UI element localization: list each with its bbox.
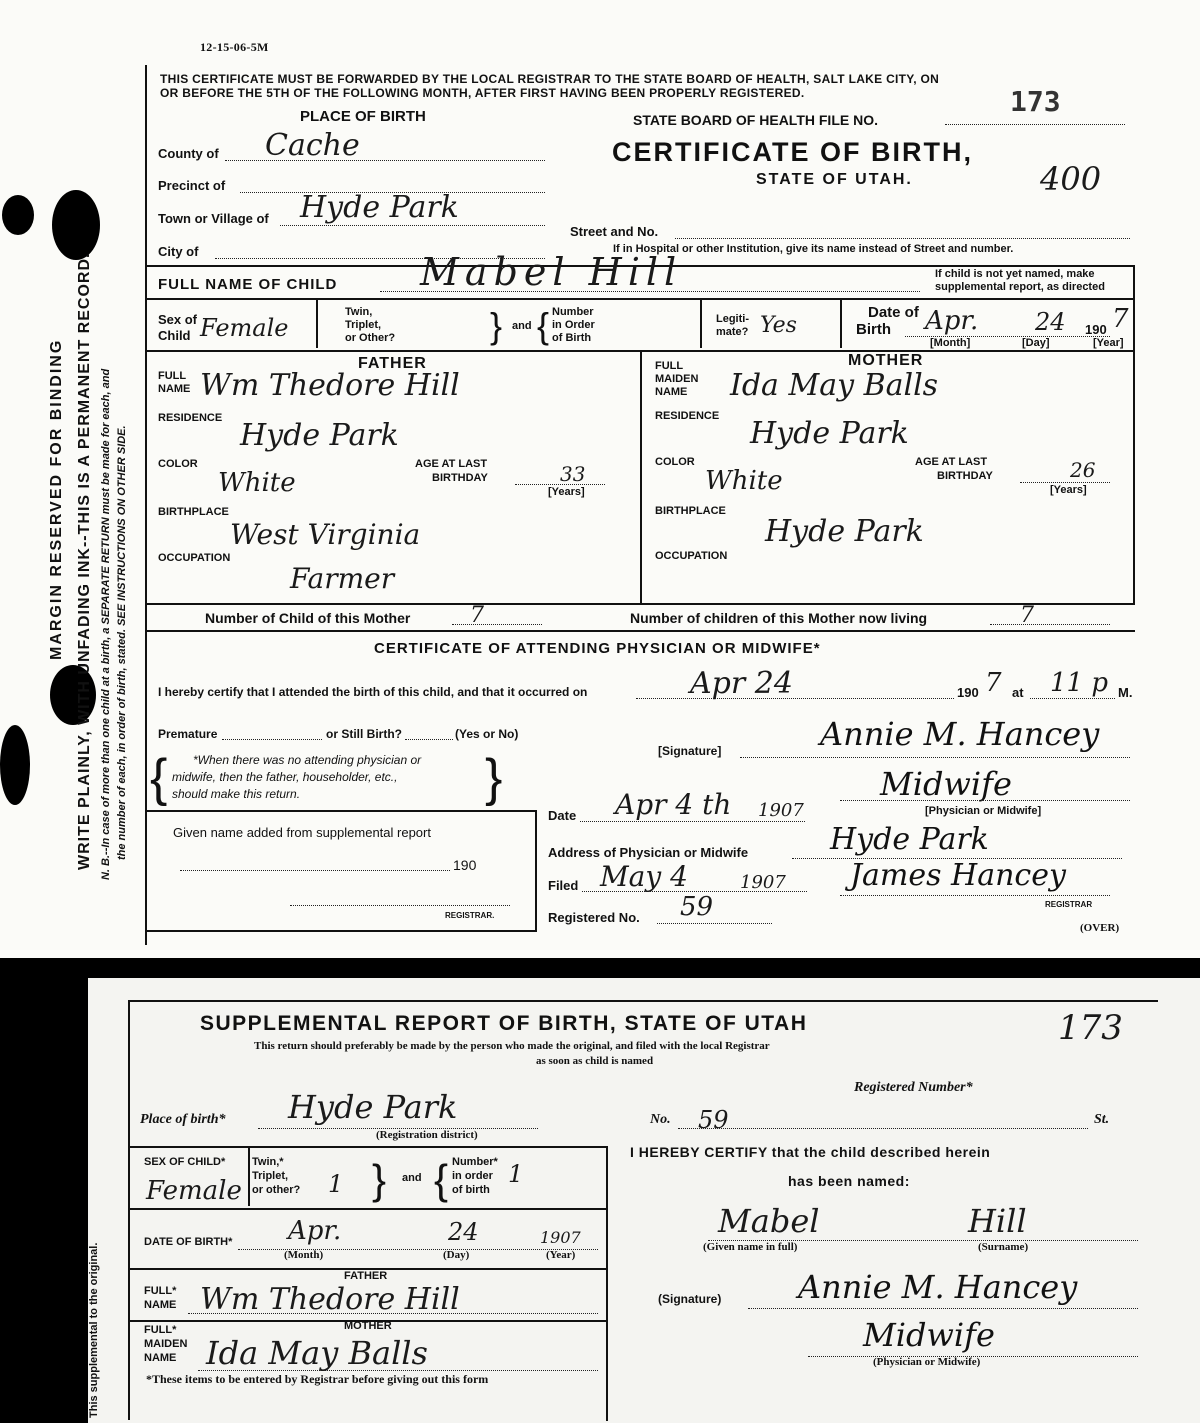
reg-district-caption: (Registration district) xyxy=(376,1129,478,1141)
note-brace-left: { xyxy=(150,749,168,807)
reg-number-label: Registered Number* xyxy=(854,1080,973,1095)
m-label: M. xyxy=(1118,685,1133,700)
number-label-1: Number xyxy=(552,306,594,318)
address-value: Hyde Park xyxy=(830,822,989,857)
supp-signature: Annie M. Hancey xyxy=(798,1268,1078,1306)
occurred-year-digit: 7 xyxy=(985,668,1002,698)
num-child-value: 7 xyxy=(470,603,484,628)
supp-place-label: Place of birth* xyxy=(140,1112,226,1127)
stillbirth-line xyxy=(405,739,453,740)
supp-dob-label: DATE OF BIRTH* xyxy=(144,1236,233,1248)
month-caption: [Month] xyxy=(930,337,971,349)
supp-title: SUPPLEMENTAL REPORT OF BIRTH, STATE OF UTAH xyxy=(200,1012,808,1035)
row-line-3 xyxy=(145,603,1135,605)
reg-no-line xyxy=(657,923,772,924)
place-of-birth-header: PLACE OF BIRTH xyxy=(300,108,426,125)
legit-label-1: Legiti- xyxy=(716,313,749,325)
num-child-label: Number of Child of this Mother xyxy=(205,610,411,626)
note-line-3: should make this return. xyxy=(172,787,301,801)
mother-name-label: NAME xyxy=(655,386,688,398)
supp-number: 173 xyxy=(1058,1008,1123,1048)
note-line-2: midwife, then the father, householder, etc., xyxy=(172,770,398,784)
father-color: White xyxy=(218,468,296,498)
supp-num-value: 1 xyxy=(508,1160,524,1188)
mother-full-label: FULL xyxy=(655,360,684,372)
number-label-3: of Birth xyxy=(552,332,592,344)
father-name: Wm Thedore Hill xyxy=(200,368,460,403)
mother-occupation-label: OCCUPATION xyxy=(655,550,728,562)
mother-birthplace: Hyde Park xyxy=(765,514,924,549)
file-no-label: STATE BOARD OF HEALTH FILE NO. xyxy=(633,112,878,128)
father-age: 33 xyxy=(560,462,586,486)
sex-label-2: Child xyxy=(158,328,191,343)
supp-sex-label: SEX OF CHILD* xyxy=(144,1156,226,1168)
town-line xyxy=(280,225,545,226)
margin-text-reserved: MARGIN RESERVED FOR BINDING xyxy=(48,338,65,660)
supp-twin-2: Triplet, xyxy=(252,1170,289,1182)
state-number: 400 xyxy=(1040,160,1102,198)
supp-father-name: Wm Thedore Hill xyxy=(200,1282,460,1317)
twin-label-3: or Other? xyxy=(345,332,396,344)
supp-left-line xyxy=(128,1000,130,1420)
signature-line xyxy=(740,757,1130,758)
dob-label-1: Date of xyxy=(868,304,919,321)
hospital-note: If in Hospital or other Institution, give its name instead of Street and number. xyxy=(613,243,1014,255)
dob-month: Apr. xyxy=(925,306,979,336)
supp-given-caption: (Given name in full) xyxy=(703,1241,798,1253)
number-label-2: in Order xyxy=(552,319,595,331)
number-brace: { xyxy=(537,305,550,346)
mother-age-label-1: AGE AT LAST xyxy=(915,456,988,468)
note-brace-right: } xyxy=(485,749,503,807)
supp-mother-name: Ida May Balls xyxy=(206,1334,428,1372)
supp-certify-1: I HEREBY CERTIFY that the child described herein xyxy=(630,1144,991,1160)
margin-text-nb-2: the number of each, in order of birth, stated. SEE INSTRUCTIONS ON OTHER SIDE. xyxy=(116,425,128,860)
town-label: Town or Village of xyxy=(158,211,269,226)
supp-dob-month: Apr. xyxy=(288,1216,342,1246)
filed-label: Filed xyxy=(548,878,579,893)
father-age-label-2: BIRTHDAY xyxy=(432,472,488,484)
year-caption: [Year] xyxy=(1093,337,1124,349)
title-line xyxy=(840,800,1130,801)
signature-label: [Signature] xyxy=(658,744,722,758)
dob-day: 24 xyxy=(1035,308,1066,336)
supplemental-report-page xyxy=(88,978,1200,1423)
form-code: 12-15-06-5M xyxy=(200,40,269,54)
precinct-label: Precinct of xyxy=(158,178,226,193)
date-label: Date xyxy=(548,808,577,823)
father-residence-label: RESIDENCE xyxy=(158,412,223,424)
margin-text-write-plainly: WRITE PLAINLY, WITH UNFADING INK--THIS IS A PERMANENT RECORD. xyxy=(76,252,93,870)
father-occupation-label: OCCUPATION xyxy=(158,552,231,564)
twin-brace: } xyxy=(490,305,503,346)
supp-signature-label: (Signature) xyxy=(658,1292,722,1306)
twin-label-2: Triplet, xyxy=(345,319,382,331)
binding-hole-middle xyxy=(52,190,100,260)
sex-value: Female xyxy=(200,314,289,342)
sex-label-1: Sex of xyxy=(158,312,198,327)
physician-or-midwife-caption: [Physician or Midwife] xyxy=(925,805,1042,817)
occurred-date: Apr 24 xyxy=(690,666,793,701)
supp-no-line xyxy=(678,1128,1088,1129)
not-named-note-2: supplemental report, as directed xyxy=(935,281,1105,293)
registrar-small-line xyxy=(290,905,510,906)
county-label: County of xyxy=(158,146,219,161)
supp-right-divider xyxy=(606,1146,608,1421)
county-value: Cache xyxy=(265,128,360,163)
given-name-line xyxy=(180,870,450,871)
father-years-caption: [Years] xyxy=(548,486,585,498)
supp-surname-caption: (Surname) xyxy=(978,1241,1029,1253)
town-value: Hyde Park xyxy=(300,190,459,225)
supp-twin-1: Twin,* xyxy=(252,1156,284,1168)
note-line-1: *When there was no attending physician or xyxy=(193,753,422,767)
mother-residence: Hyde Park xyxy=(750,416,909,451)
father-header: FATHER xyxy=(358,355,427,372)
at-label: at xyxy=(1012,685,1024,700)
file-number-stamp: 173 xyxy=(1010,85,1061,118)
physician-header: CERTIFICATE OF ATTENDING PHYSICIAN OR MIDWIFE* xyxy=(374,640,821,657)
mother-color: White xyxy=(705,466,783,496)
supp-midwife: Midwife xyxy=(863,1316,995,1354)
midwife-title: Midwife xyxy=(880,765,1012,803)
registrar-line xyxy=(840,895,1110,896)
lower-divider xyxy=(535,810,537,930)
supp-num-2: in order xyxy=(452,1170,493,1182)
dob-label-2: Birth xyxy=(856,321,891,338)
twin-label-1: Twin, xyxy=(345,306,373,318)
occurred-year-prefix: 190 xyxy=(957,685,979,700)
supp-signature-line xyxy=(748,1308,1138,1309)
file-no-line xyxy=(945,124,1125,125)
father-residence: Hyde Park xyxy=(240,418,399,453)
street-label: Street and No. xyxy=(570,224,659,239)
num-child-line xyxy=(452,624,542,625)
supp-twin-value: 1 xyxy=(328,1170,344,1198)
registrar-label: REGISTRAR xyxy=(1045,900,1093,909)
day-caption: [Day] xyxy=(1022,337,1050,349)
time-value: 11 p xyxy=(1050,668,1108,698)
mother-name: Ida May Balls xyxy=(730,368,939,403)
certificate-title: CERTIFICATE OF BIRTH, xyxy=(612,137,973,167)
supp-sex-divider xyxy=(248,1146,250,1206)
father-occupation: Farmer xyxy=(290,562,395,595)
supp-num-brace: { xyxy=(434,1156,449,1203)
binding-hole-bottom xyxy=(0,725,30,805)
occurred-date-line xyxy=(636,698,954,699)
supp-day-caption: (Day) xyxy=(443,1249,470,1261)
notice-line-1: THIS CERTIFICATE MUST BE FORWARDED BY THE LOCAL REGISTRAR TO THE STATE BOARD OF HEALTH, SALT LAKE CITY, ON xyxy=(160,72,940,86)
premature-label: Premature xyxy=(158,727,218,741)
living-value: 7 xyxy=(1020,603,1034,628)
given-name-label: Given name added from supplemental report xyxy=(173,825,431,840)
reg-no-label: Registered No. xyxy=(548,910,640,925)
supp-twin-brace: } xyxy=(372,1156,387,1203)
legit-divider xyxy=(840,298,842,348)
child-name: Mabel Hill xyxy=(420,250,683,294)
legit-label-2: mate? xyxy=(716,326,749,338)
supp-subtitle-1: This return should preferably be made by the person who made the original, and filed with the local Registrar xyxy=(254,1040,770,1052)
supp-num-3: of birth xyxy=(452,1184,490,1196)
supp-father-name-label: NAME xyxy=(144,1299,177,1311)
supp-num-1: Number* xyxy=(452,1156,498,1168)
mother-header: MOTHER xyxy=(848,352,924,369)
date-line xyxy=(580,821,805,822)
stillbirth-label: or Still Birth? xyxy=(326,727,402,741)
supp-phys-caption: (Physician or Midwife) xyxy=(873,1356,981,1368)
supp-father-header: FATHER xyxy=(344,1270,388,1282)
supp-surname-value: Hill xyxy=(968,1202,1027,1240)
over-label: (OVER) xyxy=(1080,922,1120,934)
father-birthplace-label: BIRTHPLACE xyxy=(158,506,229,518)
supp-footnote: *These items to be entered by Registrar before giving out this form xyxy=(146,1372,489,1386)
living-line xyxy=(990,624,1110,625)
premature-line xyxy=(222,739,322,740)
supp-year-caption: (Year) xyxy=(546,1249,576,1261)
binding-hole-top xyxy=(2,195,34,235)
supp-given-value: Mabel xyxy=(718,1202,820,1240)
dob-year-digit: 7 xyxy=(1112,304,1129,334)
supp-line-3 xyxy=(128,1208,608,1210)
filed-value: May 4 xyxy=(600,860,688,893)
mother-residence-label: RESIDENCE xyxy=(655,410,720,422)
mother-color-label: COLOR xyxy=(655,456,695,468)
mother-age: 26 xyxy=(1070,458,1096,482)
given-year-190: 190 xyxy=(453,857,477,873)
registrar-signature: James Hancey xyxy=(850,858,1066,893)
supp-month-caption: (Month) xyxy=(284,1249,324,1261)
physician-signature: Annie M. Hancey xyxy=(820,715,1100,753)
right-border xyxy=(1133,265,1135,605)
supp-no-value: 59 xyxy=(698,1106,729,1134)
state-label: STATE OF UTAH. xyxy=(756,171,913,188)
supp-top-line xyxy=(128,1000,1158,1002)
yesno-label: (Yes or No) xyxy=(455,727,519,741)
filed-year: 1907 xyxy=(740,872,786,893)
supp-sex-value: Female xyxy=(146,1176,242,1206)
father-age-label-1: AGE AT LAST xyxy=(415,458,488,470)
city-label: City of xyxy=(158,244,199,259)
certify-text: I hereby certify that I attended the birth of this child, and that it occurred on xyxy=(158,685,588,699)
supp-dob-day: 24 xyxy=(448,1218,479,1246)
registrar-small-label: REGISTRAR. xyxy=(445,911,495,920)
mother-years-caption: [Years] xyxy=(1050,484,1087,496)
row-line-1 xyxy=(145,298,1135,300)
not-named-note-1: If child is not yet named, make xyxy=(935,268,1095,280)
father-color-label: COLOR xyxy=(158,458,198,470)
supp-mother-maiden: MAIDEN xyxy=(144,1338,188,1350)
supp-dob-year: 1907 xyxy=(540,1228,581,1247)
supp-certify-2: has been named: xyxy=(788,1173,910,1189)
supp-no-label: No. xyxy=(650,1112,671,1127)
date-year: 1907 xyxy=(758,800,804,821)
supp-line-2 xyxy=(128,1146,608,1148)
time-line xyxy=(1030,698,1115,699)
supp-mother-name-label: NAME xyxy=(144,1352,177,1364)
supp-side-text: This supplemental to the original. xyxy=(88,1242,100,1418)
reg-no-value: 59 xyxy=(680,892,714,922)
father-name-label: NAME xyxy=(158,383,191,395)
and-label: and xyxy=(512,320,532,332)
supp-mother-header: MOTHER xyxy=(344,1320,392,1332)
dob-year-prefix: 190 xyxy=(1085,322,1107,337)
street-line xyxy=(675,238,1130,239)
father-birthplace: West Virginia xyxy=(230,518,421,551)
supp-subtitle-2: as soon as child is named xyxy=(536,1055,654,1067)
address-label: Address of Physician or Midwife xyxy=(548,845,749,860)
notice-line-2: OR BEFORE THE 5TH OF THE FOLLOWING MONTH, AFTER FIRST HAVING BEEN PROPERLY REGISTERED. xyxy=(160,86,805,100)
supp-father-full: FULL* xyxy=(144,1285,177,1297)
full-name-label: FULL NAME OF CHILD xyxy=(158,276,338,293)
margin-text-nb-1: N. B.--In case of more than one child at a birth, a SEPARATE RETURN must be made for each, and xyxy=(100,368,112,880)
mother-maiden-label: MAIDEN xyxy=(655,373,699,385)
sex-divider xyxy=(316,298,318,348)
legit-value: Yes xyxy=(760,313,797,338)
supp-place-value: Hyde Park xyxy=(288,1088,458,1126)
supp-twin-3: or other? xyxy=(252,1184,301,1196)
living-label: Number of children of this Mother now living xyxy=(630,610,928,626)
mother-age-line xyxy=(1020,482,1110,483)
date-value: Apr 4 th xyxy=(615,788,732,821)
supp-and: and xyxy=(402,1172,422,1184)
supp-mother-full: FULL* xyxy=(144,1324,177,1336)
st-label: St. xyxy=(1094,1112,1110,1127)
father-mother-divider xyxy=(640,350,642,605)
row-line-4 xyxy=(145,630,1135,632)
mother-birthplace-label: BIRTHPLACE xyxy=(655,505,726,517)
mother-age-label-2: BIRTHDAY xyxy=(937,470,993,482)
father-full-label: FULL xyxy=(158,370,187,382)
number-divider xyxy=(700,298,702,348)
